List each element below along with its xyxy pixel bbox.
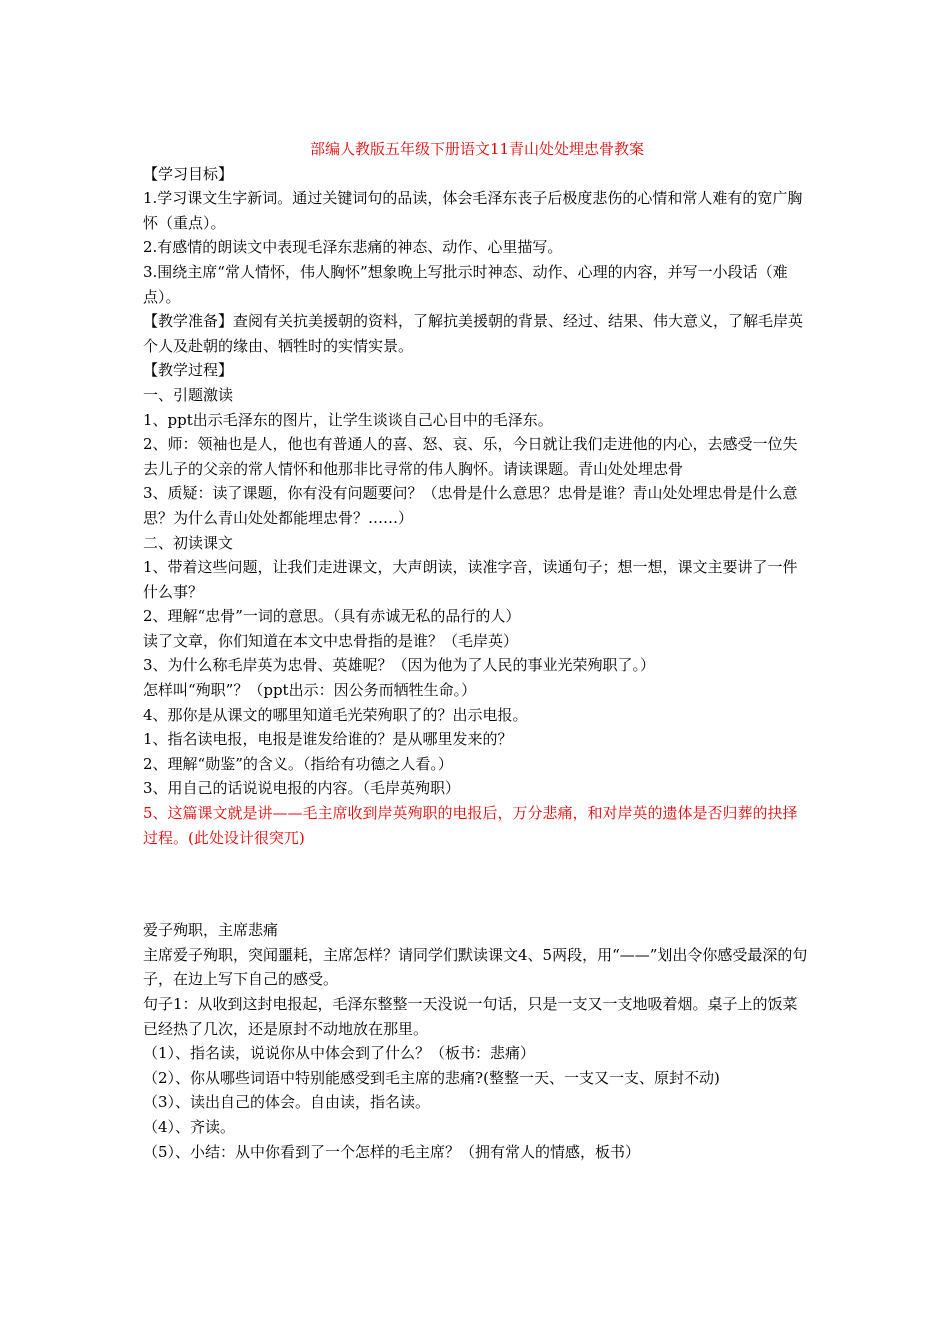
section-one-heading: 一、引题激读 bbox=[143, 385, 234, 404]
sub-step-1: （1）、指名读，说说你从中体会到了什么？（板书：悲痛） bbox=[143, 1044, 536, 1063]
section-heading-grief: 爱子殉职，主席悲痛 bbox=[143, 921, 279, 940]
highlight-note: 5、这篇课文就是讲——毛主席收到岸英殉职的电报后，万分悲痛，和对岸英的遗体是否归葬的抉择过程。(此处设计很突兀) bbox=[143, 804, 798, 847]
goal-2: 2.有感情的朗读文中表现毛泽东悲痛的神态、动作、心里描写。 bbox=[143, 238, 563, 257]
reading-question: 读了文章，你们知道在本文中忠骨指的是谁？（毛岸英） bbox=[143, 631, 519, 650]
martyrdom-definition: 怎样叫“殉职”？（ppt出示：因公务而牺牲生命。） bbox=[143, 681, 477, 700]
reading-step-1: 1、带着这些问题，让我们走进课文，大声朗读，读准字音，读通句子；想一想，课文主要讲了一件什么事？ bbox=[143, 558, 798, 601]
spacer bbox=[143, 850, 811, 918]
section-two-heading: 二、初读课文 bbox=[143, 533, 234, 552]
reading-step-3: 3、为什么称毛岸英为忠骨、英雄呢？（因为他为了人民的事业光荣殉职了。） bbox=[143, 656, 656, 675]
goal-3: 3.围绕主席“常人情怀，伟人胸怀”想象晚上写批示时神态、动作、心理的内容，并写一小段话（难点）。 bbox=[143, 262, 788, 306]
step-1: 1、ppt出示毛泽东的图片，让学生谈谈自己心目中的毛泽东。 bbox=[143, 410, 553, 429]
document-content bbox=[143, 137, 811, 1164]
heading-learning-goals: 【学习目标】 bbox=[143, 164, 234, 183]
grief-instruction: 主席爱子殉职，突闻噩耗，主席怎样？请同学们默读课文4、5两段，用“——”划出令你感受最深的句子，在边上写下自己的感受。 bbox=[143, 945, 808, 989]
sub-step-5: （5）、小结：从中你看到了一个怎样的毛主席？（拥有常人的情感，板书） bbox=[143, 1142, 641, 1161]
document-title: 部编人教版五年级下册语文11青山处处埋忠骨教案 bbox=[309, 140, 645, 158]
goal-1: 1.学习课文生字新词。通过关键词句的品读，体会毛泽东丧子后极度悲伤的心情和常人难有的宽广胸怀（重点）。 bbox=[143, 189, 803, 232]
sentence-1: 句子1：从收到这封电报起，毛泽东整整一天没说一句话，只是一支又一支地吸着烟。桌子上的饭菜已经热了几次，还是原封不动地放在那里。 bbox=[143, 995, 798, 1038]
telegram-step-3: 3、用自己的话说说电报的内容。（毛岸英殉职） bbox=[143, 779, 461, 798]
reading-step-2: 2、理解“忠骨”一词的意思。（具有赤诚无私的品行的人） bbox=[143, 607, 521, 626]
telegram-step-1: 1、指名读电报，电报是谁发给谁的？是从哪里发来的？ bbox=[143, 730, 513, 749]
sub-step-2: （2）、你从哪些词语中特别能感受到毛主席的悲痛?(整整一天、一支又一支、原封不动) bbox=[143, 1068, 720, 1087]
heading-teaching-process: 【教学过程】 bbox=[143, 361, 234, 380]
step-3: 3、质疑：读了课题，你有没有问题要问？（忠骨是什么意思？忠骨是谁？青山处处埋忠骨是什么意思？为什么青山处处都能埋忠骨？……） bbox=[143, 484, 798, 527]
step-2: 2、师：领袖也是人，他也有普通人的喜、怒、哀、乐，今日就让我们走进他的内心，去感受一位失去儿子的父亲的常人情怀和他那非比寻常的伟人胸怀。请读课题。青山处处埋忠骨 bbox=[143, 435, 798, 478]
telegram-step-2: 2、理解“勋鉴”的含义。（指给有功德之人看。） bbox=[143, 754, 453, 773]
reading-step-4: 4、那你是从课文的哪里知道毛光荣殉职了的？出示电报。 bbox=[143, 705, 528, 724]
sub-step-3: （3）、读出自己的体会。自由读，指名读。 bbox=[143, 1093, 431, 1112]
teaching-preparation: 【教学准备】查阅有关抗美援朝的资料，了解抗美援朝的背景、经过、结果、伟大意义，了解毛岸英个人及赴朝的缘由、牺牲时的实情实景。 bbox=[143, 312, 804, 355]
sub-step-4: （4）、齐读。 bbox=[143, 1117, 236, 1136]
